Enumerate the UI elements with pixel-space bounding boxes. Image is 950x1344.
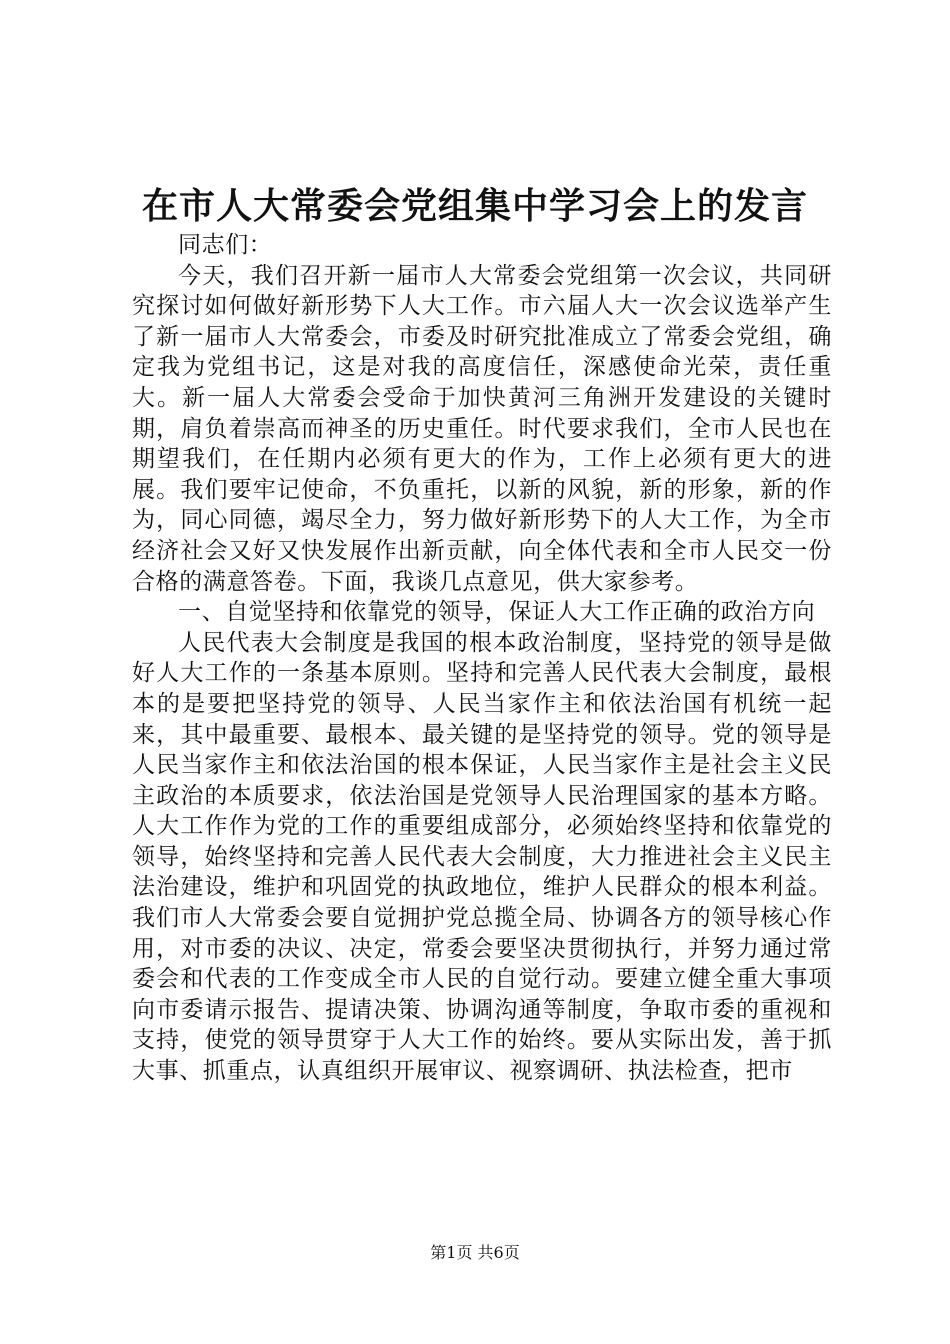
section-paragraph: 人民代表大会制度是我国的根本政治制度，坚持党的领导是做好人大工作的一条基本原则。坚持和完善人民代表大会制度，最根本的是要把坚持党的领导、人民当家作主和依法治国有机统一起来，其中最重要、最根本、最关键的是坚持党的领导。党的领导是人民当家作主和依法治国的根本保证，人民当家作主是社会主义民主政治的本质要求，依法治国是党领导人民治理国家的基本方略。人大工作作为党的工作的重要组成部分，必须始终坚持和依靠党的领导，始终坚持和完善人民代表大会制度，大力推进社会主义民主法治建设，维护和巩固党的执政地位，维护人民群众的根本利益。我们市人大常委会要自觉拥护党总揽全局、协调各方的领导核心作用，对市委的决议、决定，常委会要坚决贯彻执行，并努力通过常委会和代表的工作变成全市人民的自觉行动。要建立健全重大事项向市委请示报告、提请决策、协调沟通等制度，争取市委的重视和支持，使党的领导贯穿于人大工作的始终。要从实际出发，善于抓大事、抓重点，认真组织开展审议、视察调研、执法检查，把市: [132, 629, 832, 1085]
document-body: [132, 230, 832, 1087]
section-heading: 一、自觉坚持和依靠党的领导，保证人大工作正确的政治方向: [178, 599, 816, 626]
document-title: 在市人大常委会党组集中学习会上的发言: [141, 185, 808, 227]
salutation-paragraph: 同志们：: [178, 232, 273, 258]
page-number-footer: 第1页 共6页: [430, 1243, 520, 1262]
intro-paragraph: 今天，我们召开新一届市人大常委会党组第一次会议，共同研究探讨如何做好新形势下人大工作。市六届人大一次会议选举产生了新一届市人大常委会，市委及时研究批准成立了常委会党组，确定我为党组书记，这是对我的高度信任，深感使命光荣，责任重大。新一届人大常委会受命于加快黄河三角洲开发建设的关键时期，肩负着崇高而神圣的历史重任。时代要求我们，全市人民也在期望我们，在任期内必须有更大的作为，工作上必须有更大的进展。我们要牢记使命，不负重托，以新的风貌，新的形象，新的作为，同心同德，竭尽全力，努力做好新形势下的人大工作，为全市经济社会又好又快发展作出新贡献，向全体代表和全市人民交一份合格的满意答卷。下面，我谈几点意见，供大家参考。: [132, 262, 832, 595]
